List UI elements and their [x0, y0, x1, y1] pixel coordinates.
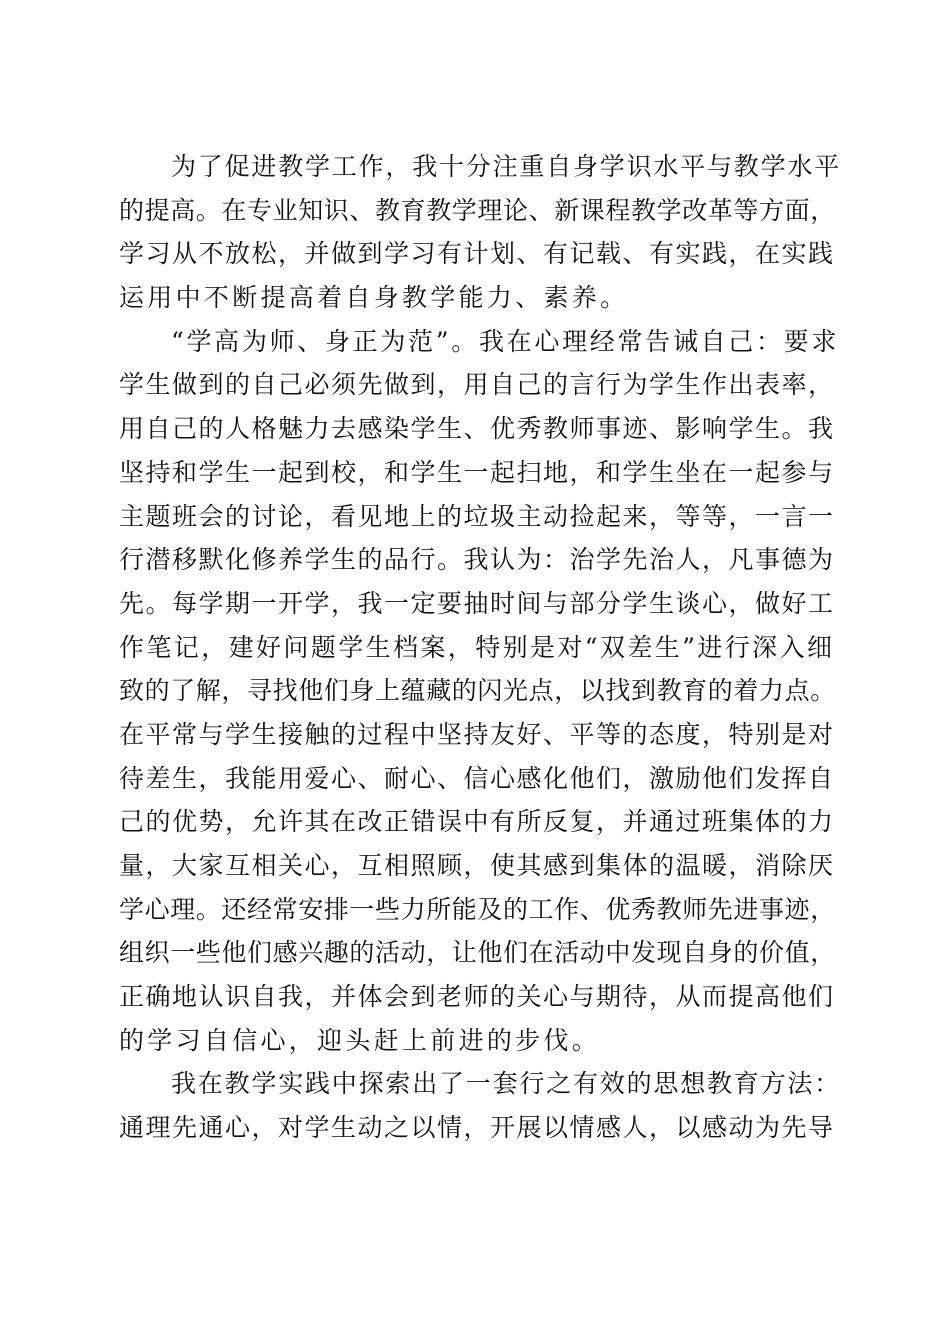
text-line: 的提高。在专业知识、教育教学理论、新课程教学改革等方面， — [119, 195, 836, 225]
paragraph-1 — [119, 145, 842, 320]
text-line: 在平常与学生接触的过程中坚持友好、平等的态度，特别是对 — [119, 719, 835, 749]
text-line: 正确地认识自我，并体会到老师的关心与期待，从而提高他们 — [119, 982, 835, 1012]
text-line: 的学习自信心，迎头赶上前进的步伐。 — [119, 1025, 601, 1055]
text-line: 组织一些他们感兴趣的活动，让他们在活动中发现自身的价值， — [119, 938, 836, 968]
text-line: 待差生，我能用爱心、耐心、信心感化他们，激励他们发挥自 — [119, 763, 835, 793]
text-line: 用自己的人格魅力去感染学生、优秀教师事迹、影响学生。我 — [119, 414, 835, 444]
text-line: 致的了解，寻找他们身上蕴藏的闪光点，以找到教育的着力点。 — [119, 676, 836, 706]
paragraph-3 — [119, 1062, 842, 1149]
text-line: 坚持和学生一起到校，和学生一起扫地，和学生坐在一起参与 — [119, 457, 835, 487]
text-line: 作笔记，建好问题学生档案，特别是对“双差生”进行深入细 — [119, 632, 835, 662]
text-line: “学高为师、身正为范”。我在心理经常告诫自己：要求 — [171, 326, 840, 356]
body-text — [119, 145, 842, 1150]
text-line: 运用中不断提高着自身教学能力、素养。 — [119, 283, 629, 313]
paragraph-2 — [119, 320, 839, 1063]
text-line: 己的优势，允许其在改正错误中有所反复，并通过班集体的力 — [119, 807, 835, 837]
text-line: 通理先通心，对学生动之以情，开展以情感人，以感动为先导 — [119, 1113, 835, 1143]
text-line: 学心理。还经常安排一些力所能及的工作、优秀教师先进事迹， — [119, 894, 836, 924]
text-line: 行潜移默化修养学生的品行。我认为：治学先治人，凡事德为 — [119, 545, 835, 575]
text-line: 先。每学期一开学，我一定要抽时间与部分学生谈心，做好工 — [119, 588, 835, 618]
text-line: 我在教学实践中探索出了一套行之有效的思想教育方法： — [171, 1069, 842, 1099]
text-line: 主题班会的讨论，看见地上的垃圾主动捡起来，等等，一言一 — [119, 501, 835, 531]
text-line: 学生做到的自己必须先做到，用自己的言行为学生作出表率， — [119, 370, 835, 400]
text-line: 为了促进教学工作，我十分注重自身学识水平与教学水平 — [171, 152, 842, 181]
text-line: 学习从不放松，并做到学习有计划、有记载、有实践，在实践 — [119, 239, 835, 269]
text-line: 量，大家互相关心，互相照顾，使其感到集体的温暖，消除厌 — [119, 851, 835, 880]
